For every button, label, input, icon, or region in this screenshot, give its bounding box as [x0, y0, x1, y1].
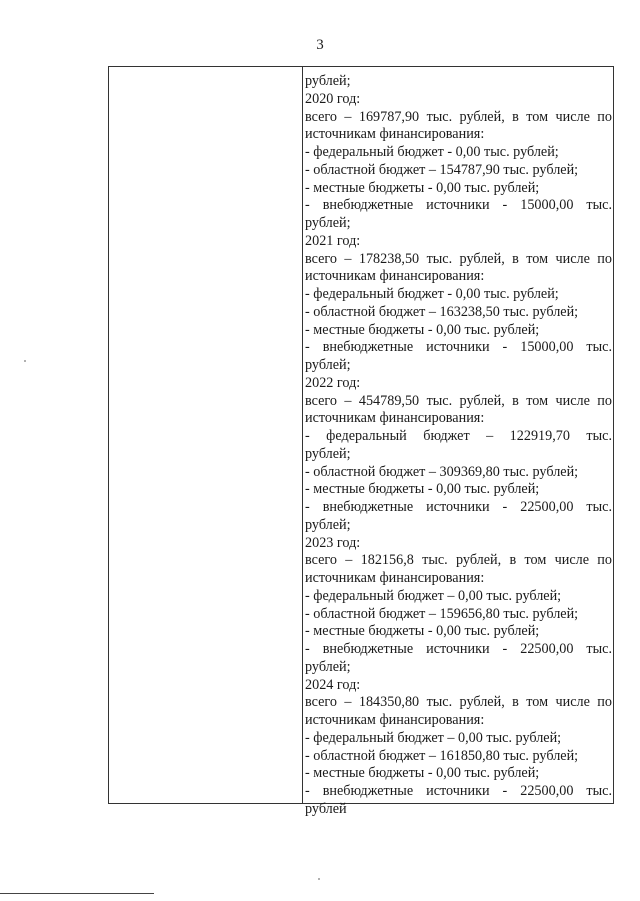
- funding-line: 2024 год:: [305, 676, 361, 693]
- funding-line: - внебюджетные источники - 22500,00 тыс.: [305, 641, 612, 657]
- funding-line: рублей;: [305, 215, 351, 231]
- funding-line: всего – 178238,50 тыс. рублей, в том числе по: [305, 250, 612, 267]
- funding-line: - внебюджетные источники - 22500,00 тыс.: [305, 783, 612, 799]
- funding-line: - местные бюджеты - 0,00 тыс. рублей;: [305, 765, 540, 782]
- funding-line: рублей;: [305, 516, 351, 533]
- funding-line: всего – 454789,50 тыс. рублей, в том числе по: [305, 392, 612, 409]
- scan-speck: [24, 360, 26, 362]
- funding-line: 2022 год:: [305, 374, 361, 391]
- funding-line: - федеральный бюджет - 0,00 тыс. рублей;: [305, 144, 559, 160]
- funding-line: - федеральный бюджет – 0,00 тыс. рублей;: [305, 587, 562, 604]
- page-number: 3: [316, 37, 324, 53]
- funding-line: 2023 год:: [305, 534, 361, 551]
- funding-line: - местные бюджеты - 0,00 тыс. рублей;: [305, 321, 540, 338]
- funding-line: - федеральный бюджет - 0,00 тыс. рублей;: [305, 286, 559, 302]
- funding-line: всего – 182156,8 тыс. рублей, в том числе по: [305, 552, 612, 569]
- funding-line: - местные бюджеты - 0,00 тыс. рублей;: [305, 623, 540, 640]
- funding-line: 2020 год:: [305, 90, 361, 107]
- footer-rule: [0, 893, 154, 894]
- funding-line: - областной бюджет – 309369,80 тыс. рублей;: [305, 463, 579, 480]
- funding-line: - внебюджетные источники - 22500,00 тыс.: [305, 499, 612, 515]
- funding-line: рублей;: [305, 73, 351, 89]
- funding-line: - федеральный бюджет – 122919,70 тыс.: [305, 428, 612, 444]
- funding-line: - внебюджетные источники - 15000,00 тыс.: [305, 197, 612, 214]
- funding-line: всего – 169787,90 тыс. рублей, в том числе по: [305, 108, 612, 125]
- funding-line: 2021 год:: [305, 232, 361, 249]
- funding-table: [108, 66, 614, 817]
- funding-line: - областной бюджет – 154787,90 тыс. рублей;: [305, 161, 579, 178]
- funding-line: источникам финансирования:: [305, 712, 485, 728]
- funding-line: источникам финансирования:: [305, 570, 485, 586]
- funding-line: - областной бюджет – 159656,80 тыс. рублей;: [305, 605, 579, 622]
- funding-line: - внебюджетные источники - 15000,00 тыс.: [305, 339, 612, 356]
- funding-line: рублей: [305, 800, 347, 817]
- funding-line: рублей;: [305, 445, 351, 462]
- funding-line: рублей;: [305, 658, 351, 675]
- funding-line: всего – 184350,80 тыс. рублей, в том числе по: [305, 694, 612, 711]
- funding-line: источникам финансирования:: [305, 410, 485, 427]
- funding-line: рублей;: [305, 357, 351, 373]
- funding-line: - местные бюджеты - 0,00 тыс. рублей;: [305, 481, 540, 498]
- funding-line: - местные бюджеты - 0,00 тыс. рублей;: [305, 179, 540, 196]
- funding-line: источникам финансирования:: [305, 268, 485, 285]
- scan-speck: [318, 878, 320, 880]
- funding-line: - областной бюджет – 161850,80 тыс. рублей;: [305, 747, 579, 764]
- table-left-cell: [109, 67, 303, 803]
- funding-line: - федеральный бюджет – 0,00 тыс. рублей;: [305, 729, 562, 746]
- funding-line: источникам финансирования:: [305, 126, 485, 143]
- funding-line: - областной бюджет – 163238,50 тыс. рублей;: [305, 303, 579, 320]
- table-right-cell: [305, 73, 612, 819]
